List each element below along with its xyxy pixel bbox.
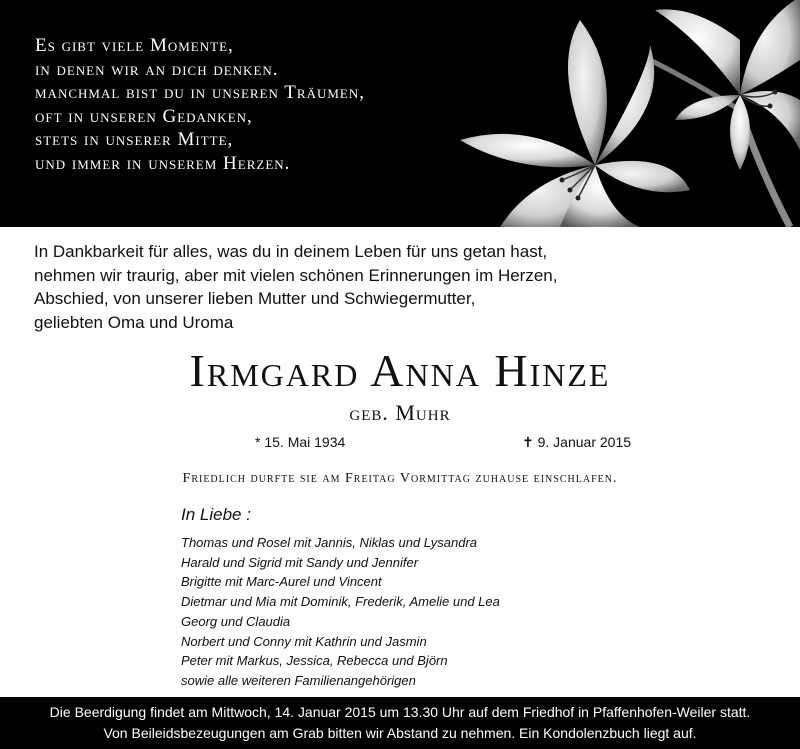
funeral-info: Die Beerdigung findet am Mittwoch, 14. Januar 2015 um 13.30 Uhr auf dem Friedhof in Pfaffenhofen-Weiler statt. <box>49 704 751 720</box>
death-date: ✝ 9. Januar 2015 <box>522 434 632 450</box>
family-member: Brigitte mit Marc-Aurel und Vincent <box>181 574 382 590</box>
poem-line: und immer in unserem Herzen. <box>35 152 291 174</box>
family-member: Dietmar und Mia mit Dominik, Frederik, Amelie und Lea <box>181 594 500 610</box>
family-member: Thomas und Rosel mit Jannis, Niklas und Lysandra <box>181 535 478 550</box>
condolence-info: Von Beileidsbezeugungen am Grab bitten wir Abstand zu nehmen. Ein Kondolenzbuch liegt auf. <box>103 725 697 741</box>
header-band <box>0 0 800 227</box>
poem <box>35 34 365 175</box>
family-member: Harald und Sigrid mit Sandy und Jennifer <box>181 554 419 570</box>
family-member: Georg und Claudia <box>181 613 291 629</box>
family-member: Peter mit Markus, Jessica, Rebecca und Björn <box>181 653 448 669</box>
intro-line: Abschied, von unserer lieben Mutter und Schwiegermutter, <box>34 289 476 308</box>
footer-band <box>0 697 800 749</box>
birth-date: * 15. Mai 1934 <box>255 434 346 450</box>
family-list <box>181 533 500 691</box>
maiden-name: geb. Muhr <box>349 400 451 425</box>
intro-line: nehmen wir traurig, aber mit vielen schönen Erinnerungen im Herzen, <box>34 265 558 285</box>
family-member: Norbert und Conny mit Kathrin und Jasmin <box>181 633 427 649</box>
poem-line: Es gibt viele Momente, <box>35 35 234 56</box>
in-love-heading: In Liebe : <box>181 505 251 524</box>
poem-line: oft in unseren Gedanken, <box>35 105 253 127</box>
poem-line: manchmal bist du in unseren Träumen, <box>35 82 365 103</box>
intro-text <box>34 240 774 334</box>
family-member: sowie alle weiteren Familienangehörigen <box>181 672 416 688</box>
lily-flowers-photo <box>440 0 800 227</box>
poem-line: in denen wir an dich denken. <box>35 58 279 80</box>
deceased-name: Irmgard Anna Hinze <box>189 345 611 396</box>
passing-note: Friedlich durfte sie am Freitag Vormittag zuhause einschlafen. <box>182 471 618 486</box>
intro-line: geliebten Oma und Uroma <box>34 312 234 332</box>
intro-line: In Dankbarkeit für alles, was du in deinem Leben für uns getan hast, <box>34 242 548 261</box>
poem-line: stets in unserer Mitte, <box>35 129 234 150</box>
